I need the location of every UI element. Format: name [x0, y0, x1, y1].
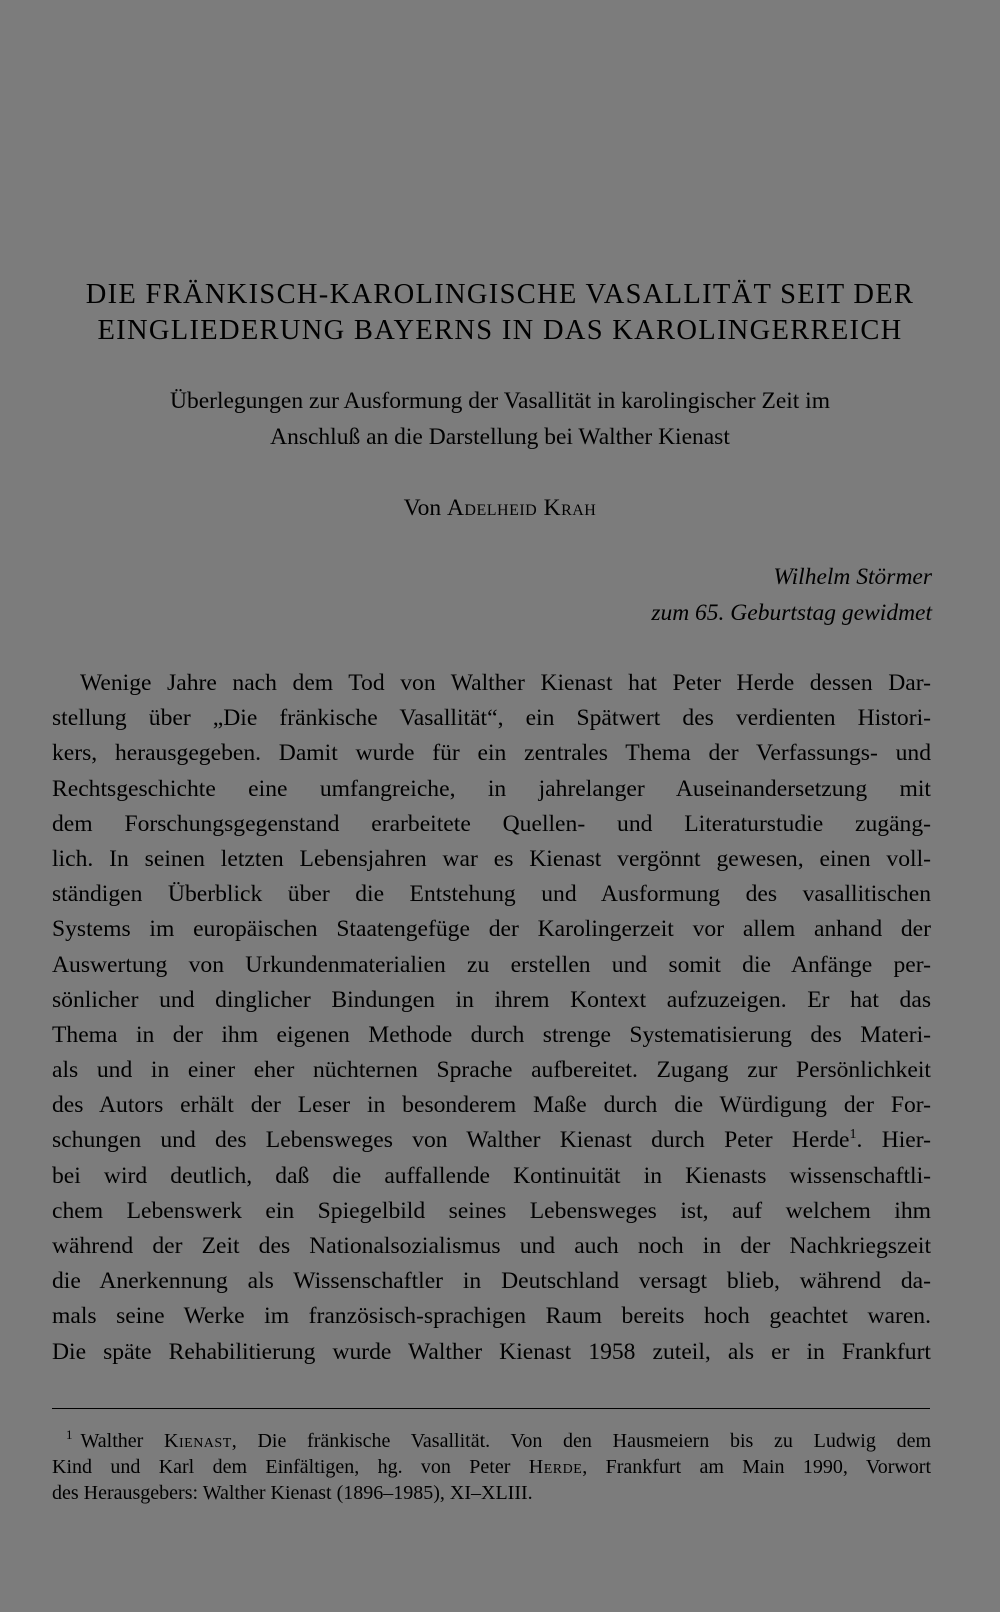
footnote-line: des Herausgebers: Walther Kienast (1896–1985), XI–XLIII. — [52, 1482, 533, 1504]
body-line: des Autors erhält der Leser in besonderem Maße durch die Würdigung der For- — [52, 1092, 931, 1119]
body-line: Wenige Jahre nach dem Tod von Walther Kienast hat Peter Herde dessen Dar- — [80, 670, 931, 696]
footnote-author-last: Kienast — [164, 1430, 232, 1452]
article-subtitle-line-2: Anschluß an die Darstellung bei Walther Kienast — [270, 424, 730, 450]
article-subtitle-line-1: Überlegungen zur Ausformung der Vasallität in karolingischer Zeit im — [169, 388, 830, 414]
body-line: Die späte Rehabilitierung wurde Walther Kienast 1958 zuteil, als er in Frankfurt — [52, 1338, 931, 1365]
footnote-text: , Frankfurt am Main 1990, Vorwort — [582, 1456, 931, 1478]
byline-prefix: Von — [403, 495, 442, 521]
body-line: Auswertung von Urkundenmaterialien zu erstellen und somit die Anfänge per- — [52, 951, 931, 978]
body-line: Rechtsgeschichte eine umfangreiche, in jahrelanger Auseinandersetzung mit — [52, 775, 931, 802]
body-paragraph — [52, 666, 931, 1370]
body-line: kers, herausgegeben. Damit wurde für ein zentrales Thema der Verfassungs- und — [52, 740, 931, 767]
body-line: Thema in der ihm eigenen Methode durch strenge Systematisierung des Materi- — [52, 1021, 931, 1048]
body-line: Systems im europäischen Staatengefüge der Karolingerzeit vor allem anhand der — [52, 916, 931, 943]
footnote-block — [52, 1428, 931, 1506]
footnote-text: Kind und Karl dem Einfältigen, hg. von Peter — [52, 1456, 511, 1478]
body-line: sönlicher und dinglicher Bindungen in ihrem Kontext aufzuzeigen. Er hat das — [52, 986, 931, 1013]
body-line-text: schungen und des Lebensweges von Walther Kienast durch Peter Herde — [52, 1127, 850, 1154]
body-line: lich. In seinen letzten Lebensjahren war es Kienast vergönnt gewesen, einen voll- — [52, 845, 931, 872]
footnote-line — [52, 1454, 931, 1480]
body-line: dem Forschungsgegenstand erarbeitete Quellen- und Literaturstudie zugäng- — [52, 810, 931, 837]
footnote-author-first: Walther — [80, 1430, 144, 1452]
footnote-text: , Die fränkische Vasallität. Von den Hausmeiern bis zu Ludwig dem — [231, 1430, 931, 1452]
footnote-divider — [52, 1408, 930, 1409]
article-title-line-2: EINGLIEDERUNG BAYERNS IN DAS KAROLINGERREICH — [97, 315, 903, 346]
body-line: mals seine Werke im französisch-sprachigen Raum bereits hoch geachtet waren. — [52, 1303, 931, 1330]
footnote-mark: 1 — [66, 1428, 73, 1443]
body-line: ständigen Überblick über die Entstehung und Ausformung des vasallitischen — [52, 881, 931, 908]
body-line: stellung über „Die fränkische Vasallität“, ein Spätwert des verdienten Histori- — [52, 705, 931, 732]
footnote-editor-name: Herde — [528, 1456, 583, 1478]
dedication-name: Wilhelm Störmer — [773, 564, 932, 590]
author-name: Adelheid Krah — [446, 495, 597, 521]
author-byline — [40, 491, 960, 525]
body-line: während der Zeit des Nationalsozialismus und auch noch in der Nachkriegszeit — [52, 1233, 931, 1259]
footnote-line — [52, 1428, 931, 1454]
body-line: bei wird deutlich, daß die auffallende Kontinuität in Kienasts wissenschaftli- — [52, 1162, 931, 1189]
body-line-with-footnote — [52, 1123, 931, 1158]
body-line: die Anerkennung als Wissenschaftler in Deutschland versagt blieb, während da- — [52, 1268, 931, 1295]
article-title-line-1: DIE FRÄNKISCH-KAROLINGISCHE VASALLITÄT SEIT DER — [85, 279, 915, 310]
dedication-occasion: zum 65. Geburtstag gewidmet — [651, 600, 932, 626]
footnote-reference[interactable]: 1 — [849, 1127, 857, 1143]
body-line-tail: . Hier- — [856, 1127, 931, 1154]
body-line: als und in einer eher nüchternen Sprache aufbereitet. Zugang zur Persönlichkeit — [52, 1057, 931, 1084]
body-line: chem Lebenswerk ein Spiegelbild seines Lebensweges ist, auf welchem ihm — [52, 1197, 931, 1224]
